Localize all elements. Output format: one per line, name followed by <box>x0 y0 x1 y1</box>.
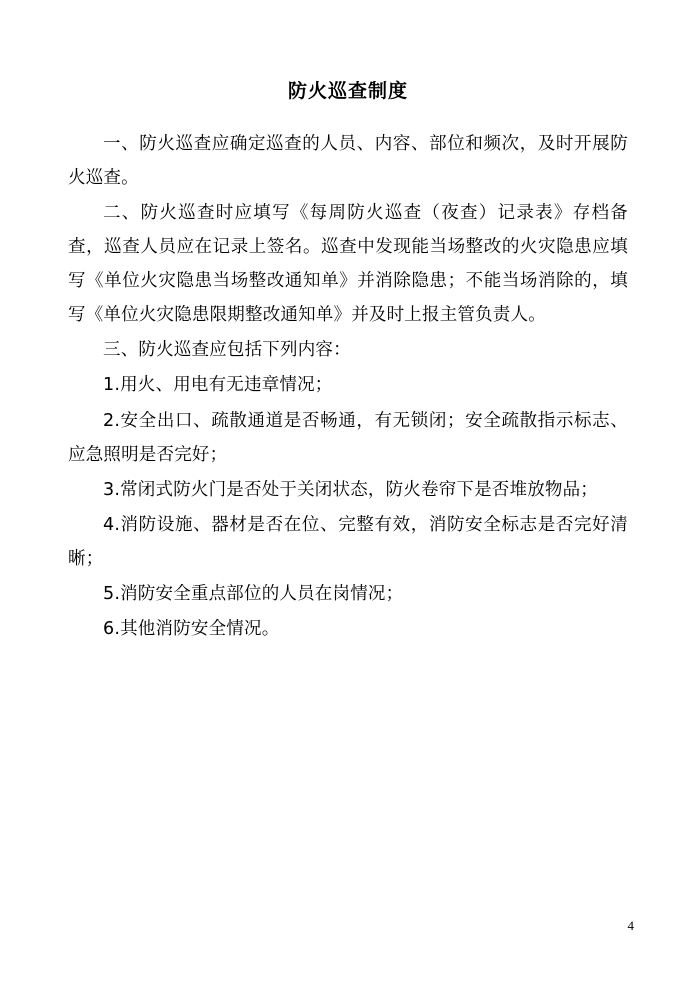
paragraph-item-3-4: 4.消防设施、器材是否在位、完整有效，消防安全标志是否完好清晰； <box>68 514 628 570</box>
paragraph-item-3-6: 6.其他消防安全情况。 <box>103 619 280 640</box>
paragraph-item-3-1: 1.用火、用电有无违章情况； <box>103 375 333 396</box>
paragraph-item-1: 一、防火巡查应确定巡查的人员、内容、部位和频次，及时开展防火巡查。 <box>68 133 628 188</box>
paragraph-item-3: 三、防火巡查应包括下列内容： <box>103 340 351 361</box>
paragraph-item-2: 二、防火巡查时应填写《每周防火巡查（夜查）记录表》存档备查，巡查人员应在记录上签名。巡查中发现能当场整改的火灾隐患应填写《单位火灾隐患当场整改通知单》并消除隐患；不能当场消除的，填写《单位火灾隐患限期整改通知单》并及时上报主管负责人。 <box>68 202 628 326</box>
paragraph-item-3-2: 2.安全出口、疏散通道是否畅通，有无锁闭；安全疏散指示标志、应急照明是否完好； <box>68 410 628 465</box>
paragraph-item-3-5: 5.消防安全重点部位的人员在岗情况； <box>103 584 404 605</box>
page-title: 防火巡查制度 <box>287 80 408 102</box>
page-number: 4 <box>627 918 634 933</box>
paragraph-item-3-3: 3.常闭式防火门是否处于关闭状态，防火卷帘下是否堆放物品； <box>103 479 598 500</box>
